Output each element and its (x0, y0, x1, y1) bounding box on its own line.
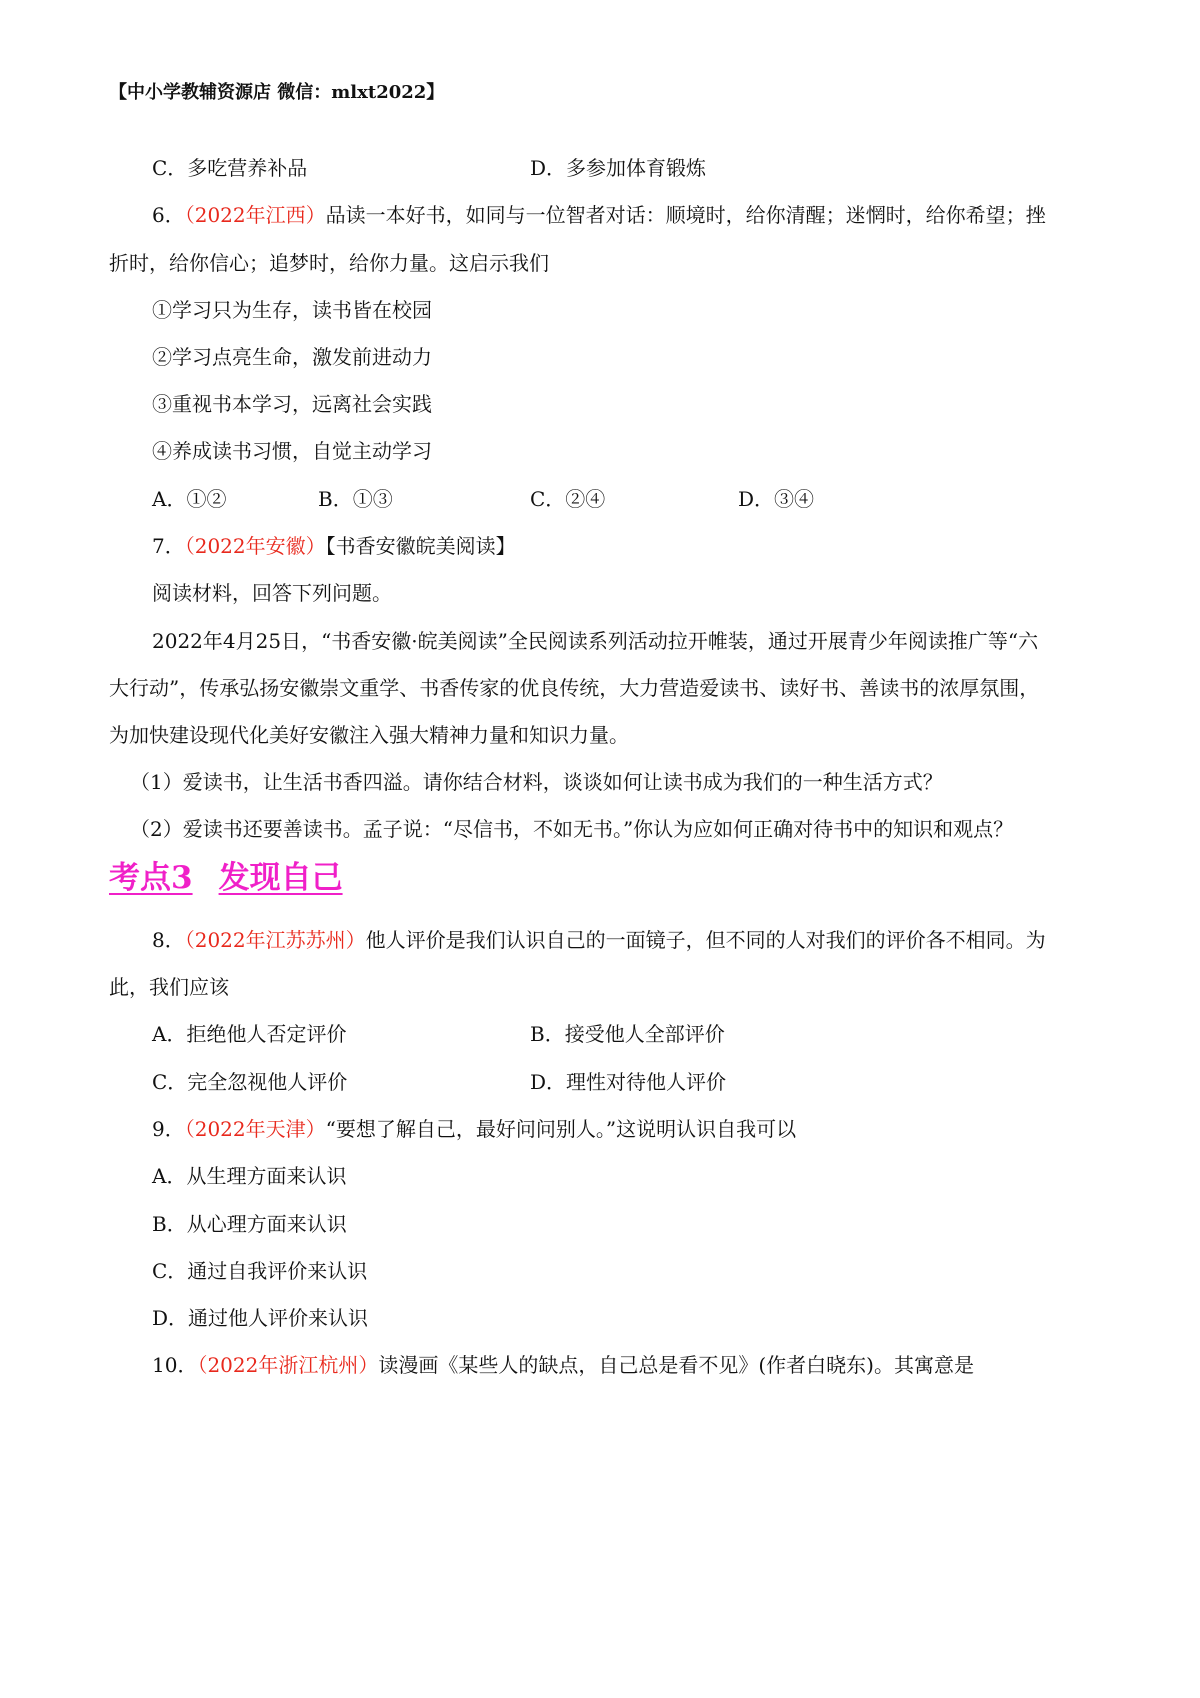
q10-stem (152, 1351, 974, 1379)
q8-option-b: B．接受他人全部评价 (530, 1022, 725, 1046)
q10-stem-text: 读漫画《某些人的缺点，自己总是看不见》(作者白晓东)。其寓意是 (378, 1353, 974, 1377)
q8-stem (152, 926, 1046, 954)
q7-title (152, 532, 516, 560)
q8-option-d: D．理性对待他人评价 (530, 1070, 727, 1094)
q7-subquestion-1: （1）爱读书，让生活书香四溢。请你结合材料，谈谈如何让读书成为我们的一种生活方式？ (130, 770, 943, 794)
q7-material-line: 2022年4月25日，“书香安徽·皖美阅读”全民阅读系列活动拉开帷装，通过开展青少年阅读推广等“六 (152, 629, 1039, 653)
q8-option-c: C．完全忽视他人评价 (152, 1070, 348, 1094)
q7-instruction: 阅读材料，回答下列问题。 (152, 581, 392, 605)
q6-stem-line1: 品读一本好书，如同与一位智者对话：顺境时，给你清醒；迷惘时，给你希望；挫 (325, 203, 1046, 227)
q9-stem (152, 1115, 796, 1143)
q9-option-b: B．从心理方面来认识 (152, 1212, 347, 1236)
q9-source: （2022年天津） (184, 1117, 326, 1141)
q6-number: 6． (152, 203, 185, 227)
q6-option-d: D．③④ (738, 487, 815, 511)
q6-stem-line2: 折时，给你信心；追梦时，给你力量。这启示我们 (109, 251, 549, 275)
q7-material-line: 大行动”，传承弘扬安徽崇文重学、书香传家的优良传统，大力营造爱读书、读好书、善读书的浓厚氛围， (109, 676, 1040, 700)
page-header: 【中小学教辅资源店 微信：mlxt2022】 (109, 82, 445, 103)
q6-option-a: A．①② (152, 487, 227, 511)
q6-item: ①学习只为生存，读书皆在校园 (152, 298, 432, 322)
q6-stem (152, 201, 1046, 229)
q6-item: ③重视书本学习，远离社会实践 (152, 392, 432, 416)
q6-item: ②学习点亮生命，激发前进动力 (152, 345, 432, 369)
section-label: 考点3 (109, 860, 193, 896)
q6-source: （2022年江西） (184, 203, 326, 227)
section-title: 发现自己 (218, 860, 343, 896)
q10-number: 10． (152, 1353, 198, 1377)
q8-option-a: A．拒绝他人否定评价 (152, 1022, 347, 1046)
q7-subquestion-2: （2）爱读书还要善读书。孟子说：“尽信书，不如无书。”你认为应如何正确对待书中的知识和观点？ (130, 817, 1014, 841)
q9-stem-text: “要想了解自己，最好问问别人。”这说明认识自我可以 (325, 1117, 797, 1141)
q6-option-c: C．②④ (530, 487, 606, 511)
q5-option-d: D．多参加体育锻炼 (530, 156, 707, 180)
q7-material-line: 为加快建设现代化美好安徽注入强大精神力量和知识力量。 (109, 723, 629, 747)
section-heading (109, 858, 343, 898)
q8-stem-line1: 他人评价是我们认识自己的一面镜子，但不同的人对我们的评价各不相同。为 (365, 928, 1046, 952)
q6-option-b: B．①③ (318, 487, 393, 511)
q7-title-text: 【书香安徽皖美阅读】 (325, 534, 516, 558)
q7-source: （2022年安徽） (184, 534, 326, 558)
q7-number: 7． (152, 534, 185, 558)
q8-number: 8． (152, 928, 185, 952)
q5-option-c: C．多吃营养补品 (152, 156, 308, 180)
q9-number: 9． (152, 1117, 185, 1141)
q9-option-c: C．通过自我评价来认识 (152, 1259, 368, 1283)
q9-option-d: D．通过他人评价来认识 (152, 1306, 369, 1330)
q9-option-a: A．从生理方面来认识 (152, 1164, 347, 1188)
q10-source: （2022年浙江杭州） (197, 1353, 379, 1377)
q8-source: （2022年江苏苏州） (184, 928, 366, 952)
q8-stem-line2: 此，我们应该 (109, 975, 229, 999)
q6-item: ④养成读书习惯，自觉主动学习 (152, 439, 432, 463)
